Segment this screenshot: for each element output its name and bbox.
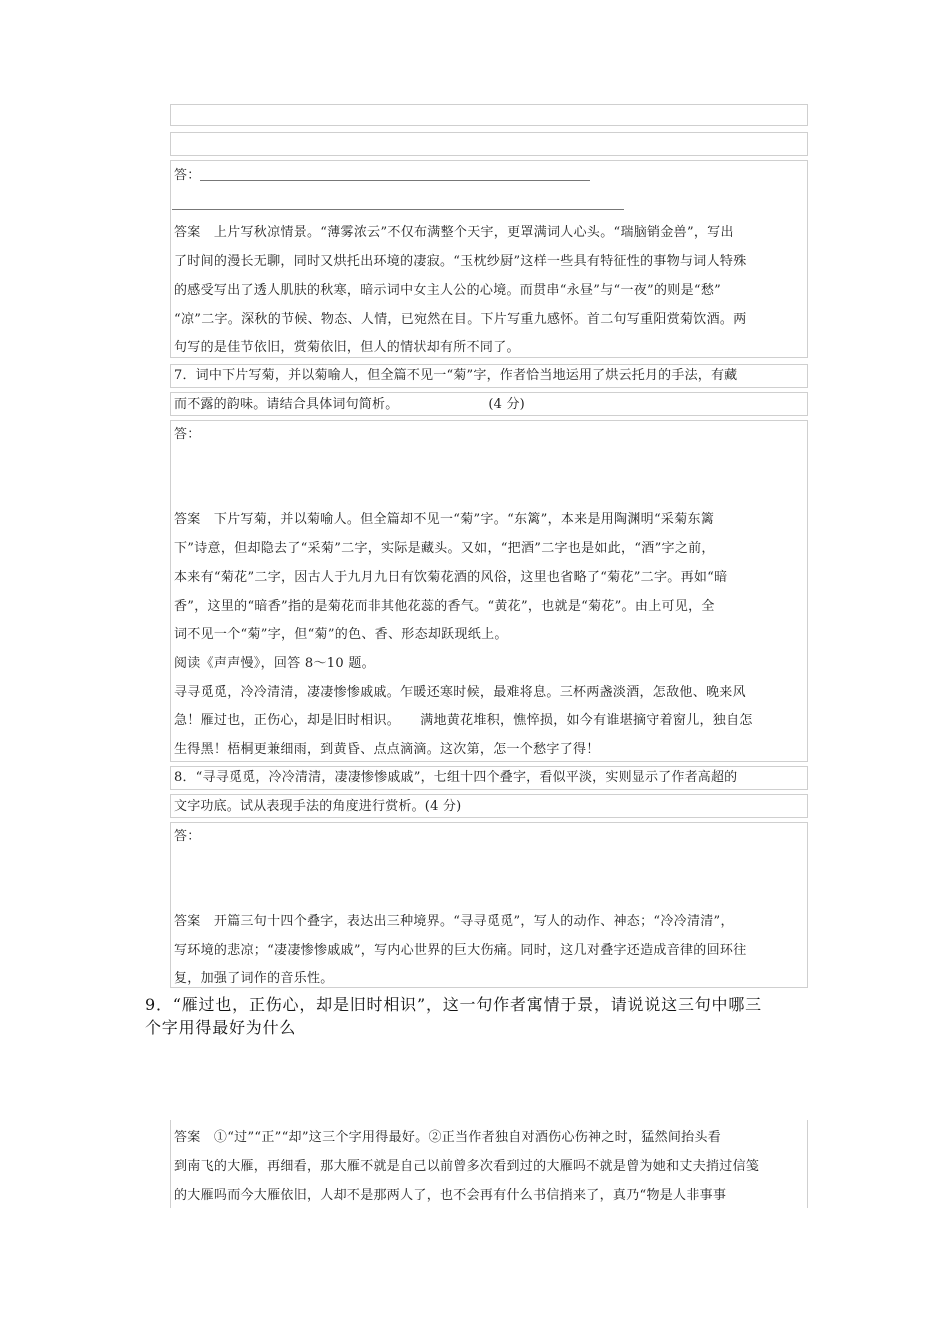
answer-text-line: 本来有“菊花”二字，因古人于九月九日有饮菊花酒的风俗，这里也省略了“菊花”二字。再如“暗	[174, 570, 728, 585]
question-text: 而不露的韵味。请结合具体词句简析。	[174, 397, 399, 412]
empty-answer-box[interactable]	[170, 104, 808, 126]
answer-text-line: 复，加强了词作的音乐性。	[174, 971, 334, 986]
poem-line: 寻寻觅觅，冷冷清清，凄凄惨惨戚戚。乍暖还寒时候，最难将息。三杯两盏淡酒，怎敌他、晚来风	[174, 685, 746, 700]
answer-text-line: 答案 开篇三句十四个叠字，表达出三种境界。“寻寻觅觅”，写人的动作、神态；“冷冷清清”，	[174, 914, 734, 929]
answer-text-line: 答案 下片写菊，并以菊喻人。但全篇却不见一“菊”字。“东篱”，本来是用陶渊明“采菊东篱	[174, 512, 715, 527]
question-8-line-1: 8．“寻寻觅觅，冷冷清清，凄凄惨惨戚戚”，七组十四个叠字，看似平淡，实则显示了作者高超的	[174, 770, 738, 785]
answer-text-line: 下”诗意，但却隐去了“采菊”二字，实际是藏头。又如，“把酒”二字也是如此，“酒”字之前，	[174, 541, 715, 556]
answer-text-line: 词不见一个“菊”字，但“菊”的色、香、形态却跃现纸上。	[174, 627, 508, 642]
empty-answer-box[interactable]	[170, 132, 808, 156]
poem-line: 急！雁过也，正伤心，却是旧时相识。 满地黄花堆积，憔悴损，如今有谁堪摘守着窗儿，独自怎	[174, 713, 753, 728]
poem-line: 生得黑！梧桐更兼细雨，到黄昏、点点滴滴。这次第，怎一个愁字了得！	[174, 742, 600, 757]
answer-text-line: 答案 ①“过”“正”“却”这三个字用得最好。②正当作者独自对酒伤心伤神之时，猛然间抬头看	[174, 1130, 722, 1145]
answer-blank-line[interactable]	[200, 180, 590, 181]
answer-prompt: 答：	[174, 427, 201, 442]
question-8-line-2: 文字功底。试从表现手法的角度进行赏析。(4 分)	[174, 799, 462, 814]
answer-text-line: 答案 上片写秋凉情景。“薄雾浓云”不仅布满整个天宇，更罩满词人心头。“瑞脑销金兽”，写出	[174, 225, 734, 240]
answer-text-line: 的大雁吗而今大雁依旧，人却不是那两人了，也不会再有什么书信捎来了，真乃“物是人非事事	[174, 1188, 727, 1203]
answer-text-line: 香”，这里的“暗香”指的是菊花而非其他花蕊的香气。“黄花”，也就是“菊花”。由上可见，全	[174, 599, 715, 614]
answer-text-line: 到南飞的大雁，再细看，那大雁不就是自己以前曾多次看到过的大雁吗不就是曾为她和丈夫捎过信笺	[174, 1159, 760, 1174]
question-7-line-1: 7．词中下片写菊，并以菊喻人，但全篇不见一“菊”字，作者恰当地运用了烘云托月的手法，有藏	[174, 368, 738, 383]
points-label: (4 分)	[488, 397, 525, 412]
answer-box-q8[interactable]	[170, 822, 808, 988]
question-7-line-2	[174, 397, 525, 413]
answer-blank-line[interactable]	[172, 209, 624, 210]
reading-intro: 阅读《声声慢》，回答 8～10 题。	[174, 656, 375, 671]
answer-text-line: 句写的是佳节依旧，赏菊依旧，但人的情状却有所不同了。	[174, 340, 520, 355]
question-9-line-2: 个字用得最好为什么	[145, 1018, 297, 1037]
answer-text-line: “凉”二字。深秋的节候、物态、人情，已宛然在目。下片写重九感怀。首二句写重阳赏菊饮酒。两	[174, 312, 747, 327]
answer-text-line: 的感受写出了透人肌肤的秋寒，暗示词中女主人公的心境。而贯串“永昼”与“一夜”的则是“愁”	[174, 283, 722, 298]
answer-prompt: 答：	[174, 168, 201, 183]
answer-prompt: 答：	[174, 829, 201, 844]
question-9-line-1: 9．“雁过也，正伤心，却是旧时相识”，这一句作者寓情于景，请说说这三句中哪三	[145, 995, 762, 1014]
answer-box-q7[interactable]	[170, 420, 808, 762]
answer-text-line: 写环境的悲凉；“凄凄惨惨戚戚”，写内心世界的巨大伤痛。同时，这几对叠字还造成音律的回环往	[174, 943, 747, 958]
answer-text-line: 了时间的漫长无聊，同时又烘托出环境的凄寂。“玉枕纱厨”这样一些具有特征性的事物与词人特殊	[174, 254, 747, 269]
